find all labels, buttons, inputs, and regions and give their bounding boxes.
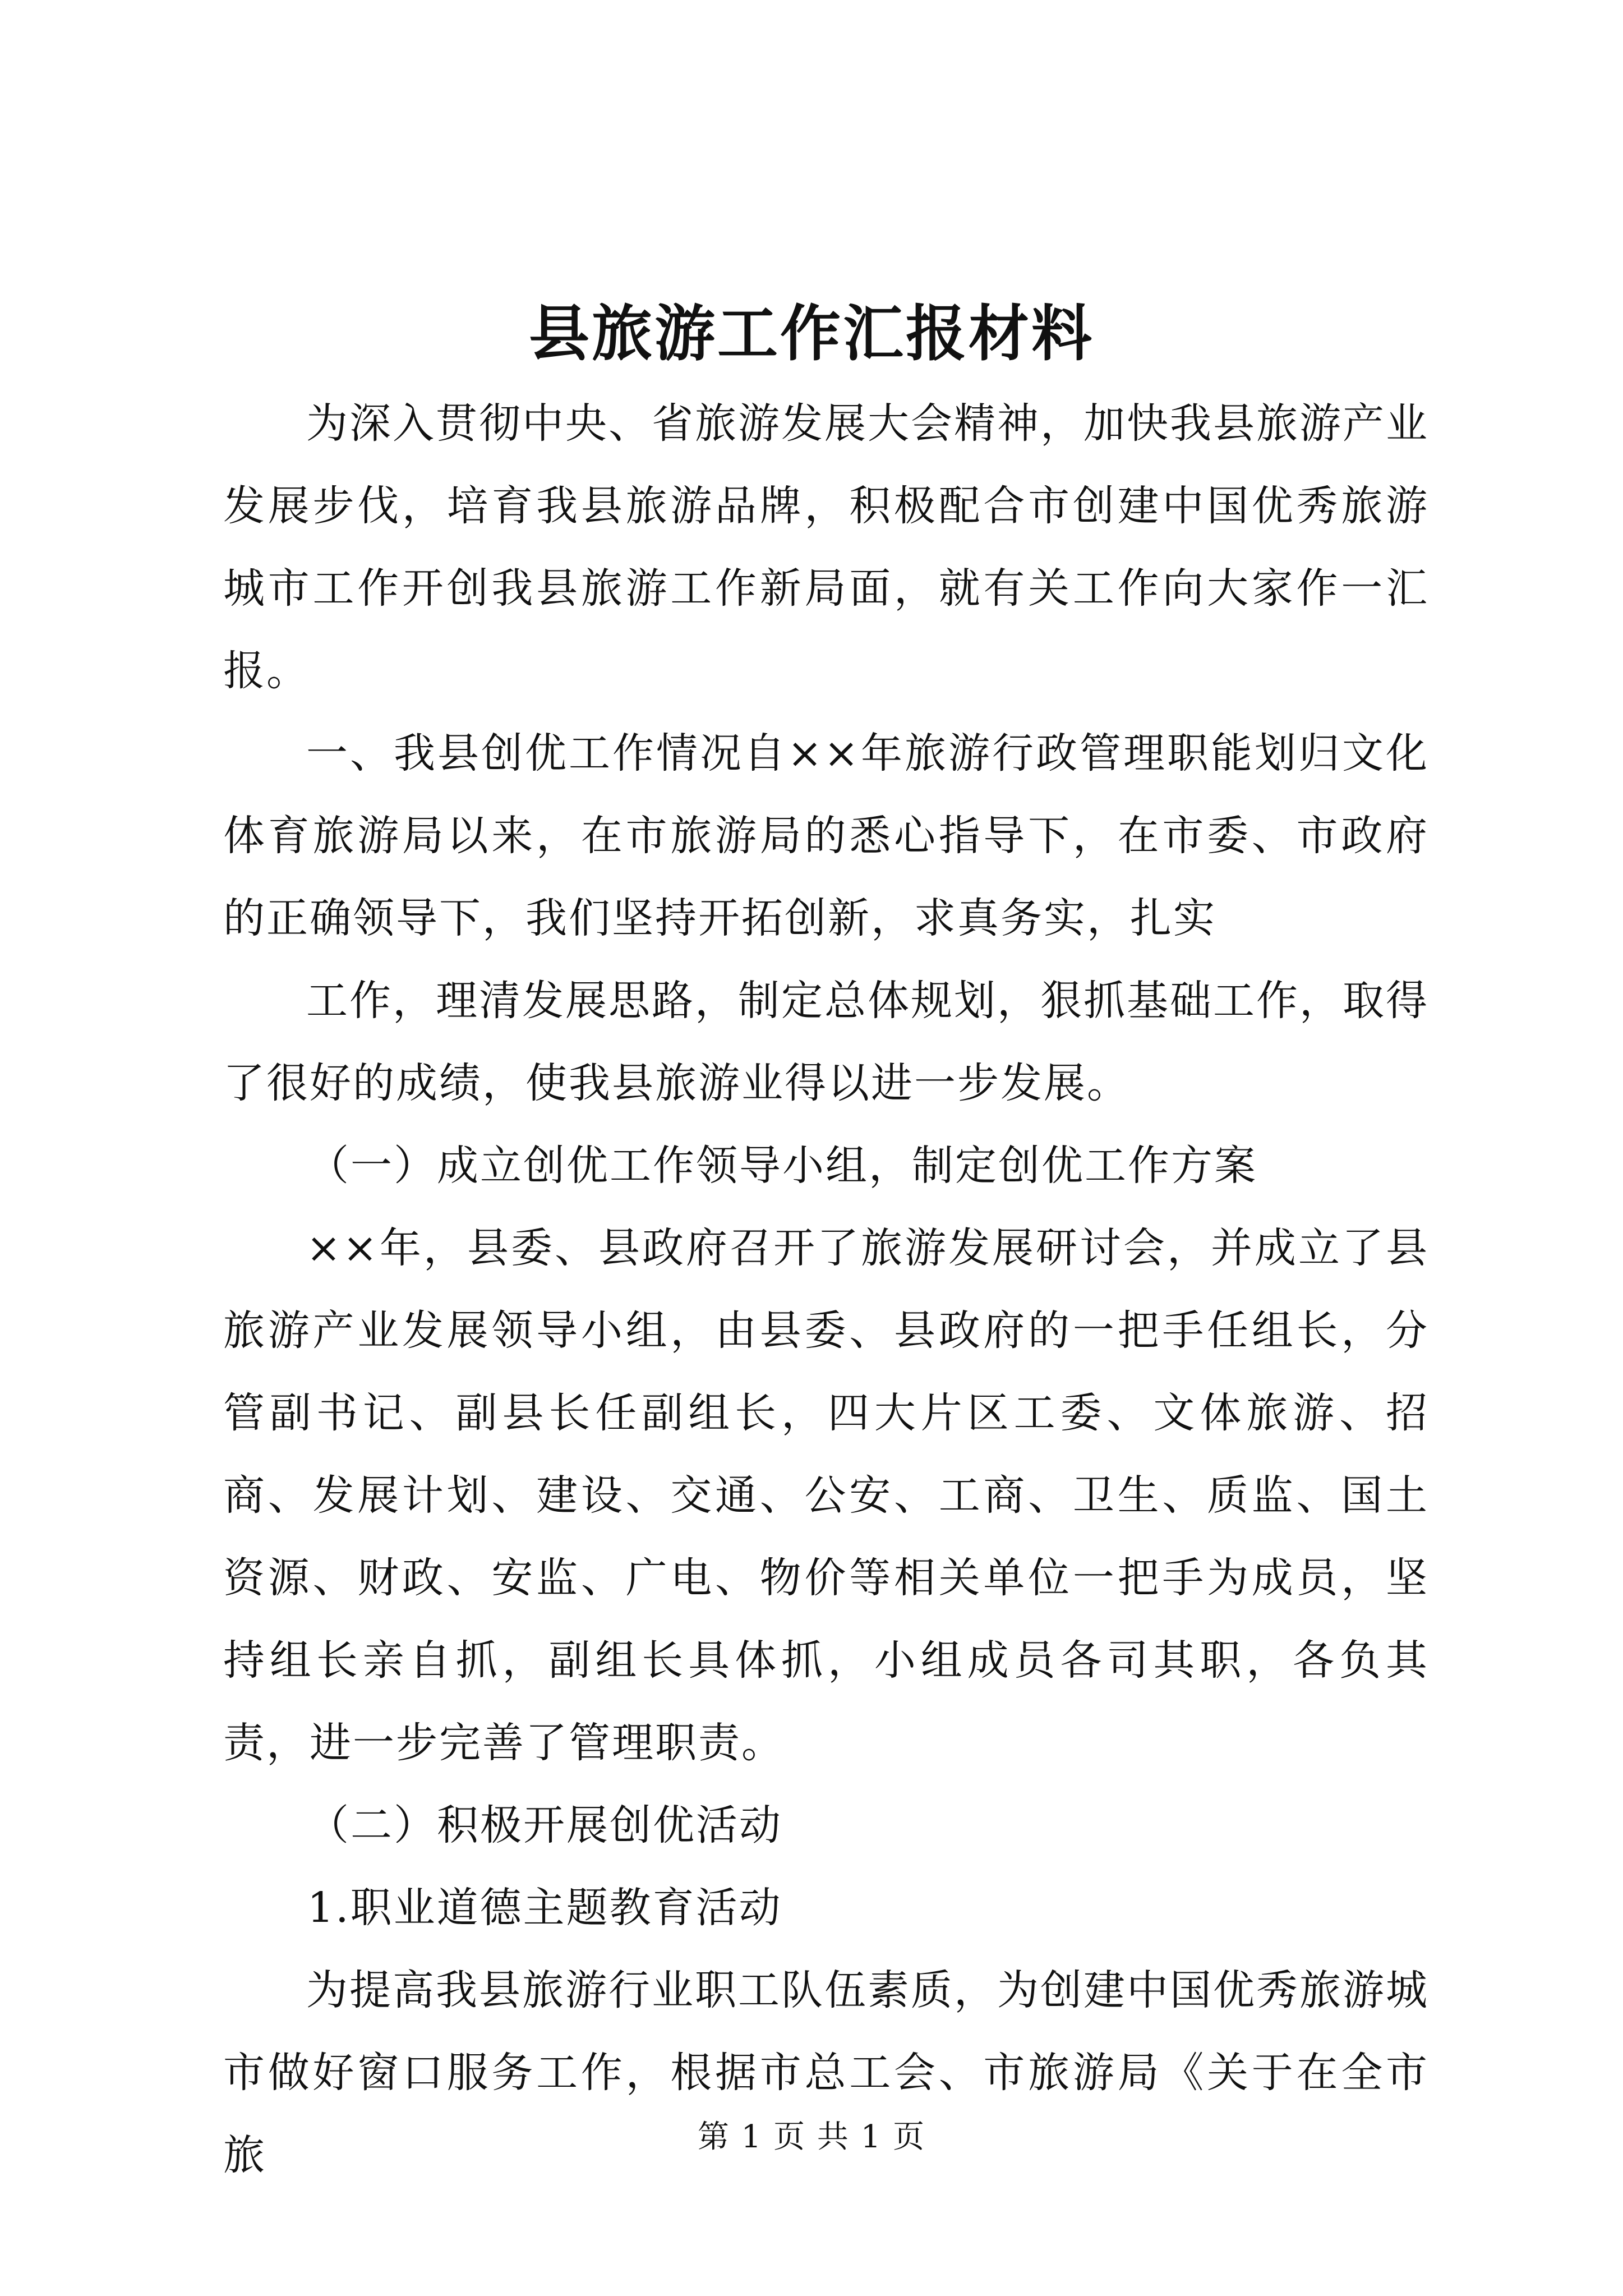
page-footer: 第 1 页 共 1 页 [697, 2119, 926, 2155]
paragraph-section-1: 一、我县创优工作情况自××年旅游行政管理职能划归文化体育旅游局以来，在市旅游局的悉心指导下，在市委、市政府的正确领导下，我们坚持开拓创新，求真务实，扎实 [223, 729, 1429, 942]
paragraph-section-1-continued: 工作，理清发展思路，制定总体规划，狠抓基础工作，取得了很好的成绩，使我县旅游业得以进一步发展。 [223, 977, 1429, 1107]
paragraph-item-1: 为提高我县旅游行业职工队伍素质，为创建中国优秀旅游城市做好窗口服务工作，根据市总工会、市旅游局《关于在全市旅 [223, 1966, 1429, 2179]
heading-subsection-2: （二）积极开展创优活动 [307, 1801, 782, 1849]
heading-item-1: 1.职业道德主题教育活动 [307, 1884, 782, 1932]
document-title: 县旅游工作汇报材料 [528, 298, 1094, 369]
paragraph-subsection-1: ××年，县委、县政府召开了旅游发展研讨会，并成立了县旅游产业发展领导小组，由县委、县政府的一把手任组长，分管副书记、副县长任副组长，四大片区工委、文体旅游、招商、发展计划、建设、交通、公安、工商、卫生、质监、国土资源、财政、安监、广电、物价等相关单位一把手为成员，坚持组长亲自抓，副组长具体抓，小组成员各司其职，各负其责，进一步完善了管理职责。 [223, 1224, 1429, 1767]
paragraph-intro: 为深入贯彻中央、省旅游发展大会精神，加快我县旅游产业发展步伐，培育我县旅游品牌，积极配合市创建中国优秀旅游城市工作开创我县旅游工作新局面，就有关工作向大家作一汇报。 [223, 399, 1429, 695]
heading-subsection-1: （一）成立创优工作领导小组，制定创优工作方案 [307, 1142, 1257, 1190]
document-body [223, 383, 1429, 2197]
